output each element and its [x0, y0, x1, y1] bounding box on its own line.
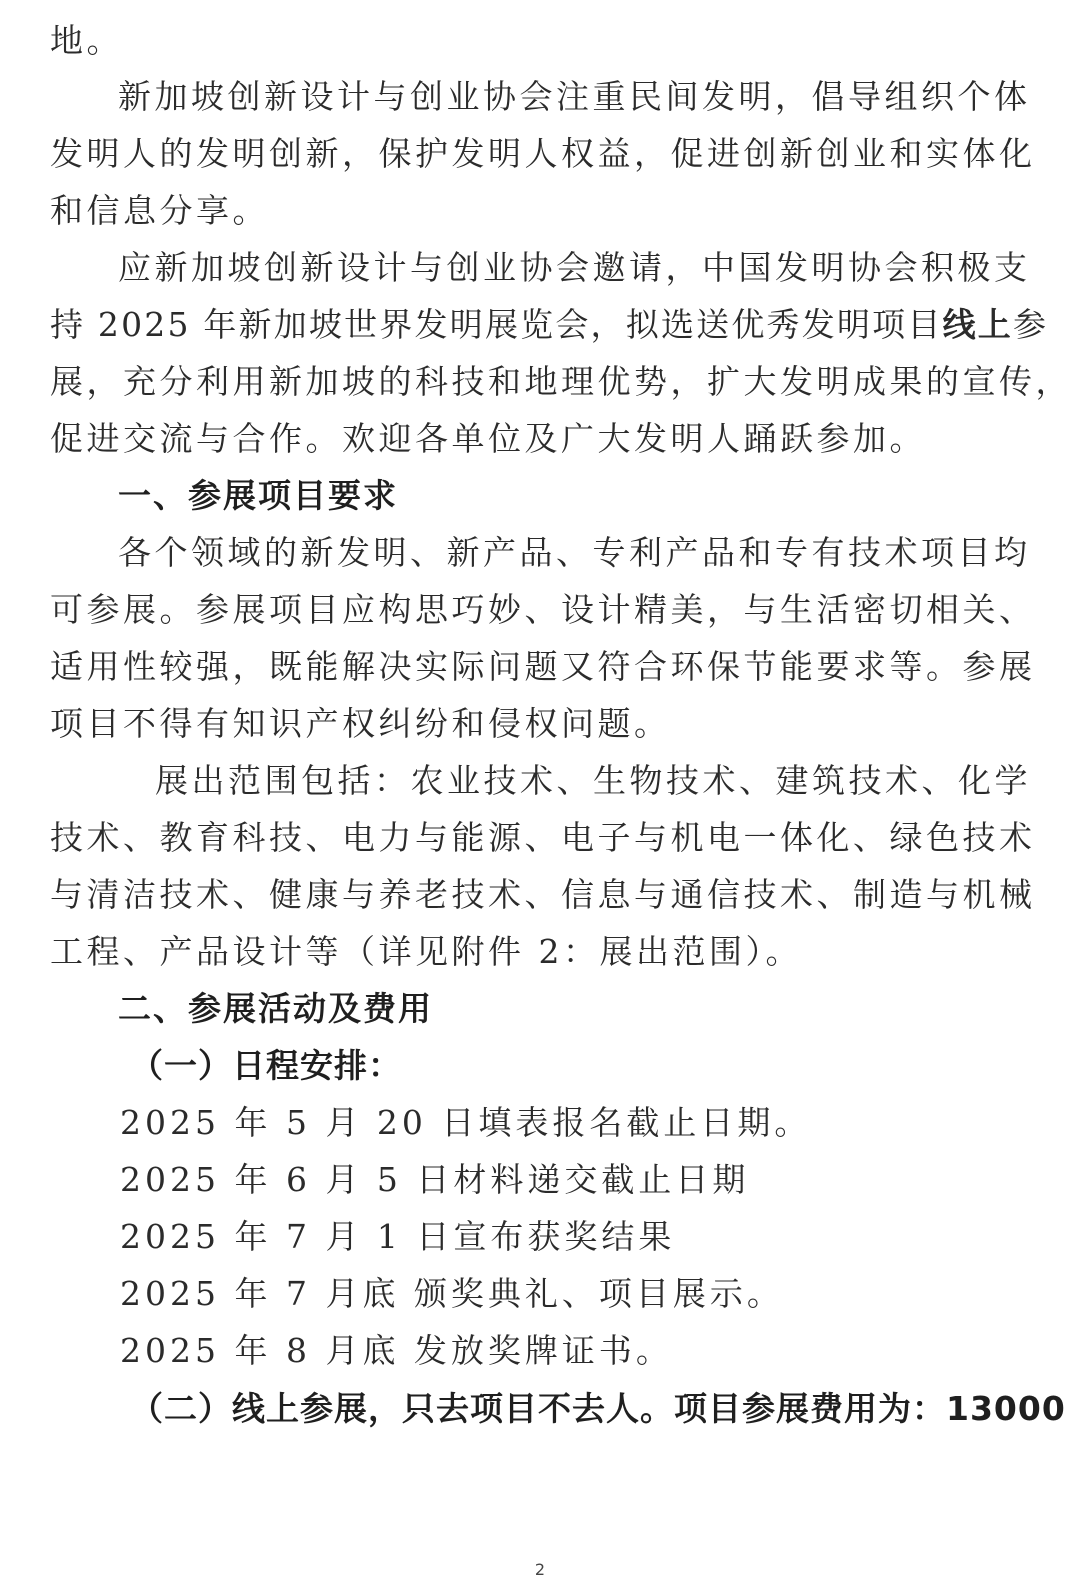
paragraph-line [50, 296, 1049, 353]
paragraph-line: 和信息分享。 [50, 191, 269, 230]
paragraph-line: 新加坡创新设计与创业协会注重民间发明，倡导组织个体 [118, 77, 1031, 116]
schedule-item: 2025 年 5 月 20 日填表报名截止日期。 [120, 1103, 812, 1142]
schedule-item: 2025 年 7 月 1 日宣布获奖结果 [120, 1217, 676, 1256]
paragraph-line: 适用性较强，既能解决实际问题又符合环保节能要求等。参展 [50, 647, 1036, 686]
paragraph-line: 地。 [50, 21, 123, 60]
paragraph-line: 可参展。参展项目应构思巧妙、设计精美，与生活密切相关、 [50, 590, 1036, 629]
paragraph-line: 工程、产品设计等（详见附件 2：展出范围）。 [50, 932, 802, 971]
paragraph-text: 参 [1012, 305, 1049, 344]
section-heading-2: 二、参展活动及费用 [118, 989, 433, 1028]
paragraph-line: 项目不得有知识产权纠纷和侵权问题。 [50, 704, 671, 743]
schedule-item: 2025 年 8 月底 发放奖牌证书。 [120, 1331, 673, 1370]
paragraph-text: 持 2025 年新加坡世界发明展览会，拟选送优秀发明项目 [50, 305, 943, 344]
schedule-item: 2025 年 6 月 5 日材料递交截止日期 [120, 1160, 750, 1199]
paragraph-line: 技术、教育科技、电力与能源、电子与机电一体化、绿色技术 [50, 818, 1036, 857]
paragraph-line: 发明人的发明创新，保护发明人权益，促进创新创业和实体化 [50, 134, 1036, 173]
paragraph-line: 展，充分利用新加坡的科技和地理优势，扩大发明成果的宣传， [50, 362, 1072, 401]
paragraph-line: 展出范围包括：农业技术、生物技术、建筑技术、化学 [155, 761, 1031, 800]
subsection-heading-schedule: （一）日程安排： [130, 1046, 402, 1085]
paragraph-line: 各个领域的新发明、新产品、专利产品和专有技术项目均 [118, 533, 1031, 572]
paragraph-line: 促进交流与合作。欢迎各单位及广大发明人踊跃参加。 [50, 419, 926, 458]
emphasis-text: 线上 [942, 305, 1013, 344]
paragraph-line: 应新加坡创新设计与创业协会邀请，中国发明协会积极支 [118, 248, 1031, 287]
subsection-heading-fee: （二）线上参展，只去项目不去人。项目参展费用为：13000 [130, 1389, 1066, 1428]
paragraph-line: 与清洁技术、健康与养老技术、信息与通信技术、制造与机械 [50, 875, 1036, 914]
section-heading-1: 一、参展项目要求 [118, 476, 398, 515]
page-number: 2 [534, 1560, 546, 1579]
schedule-item: 2025 年 7 月底 颁奖典礼、项目展示。 [120, 1274, 784, 1313]
